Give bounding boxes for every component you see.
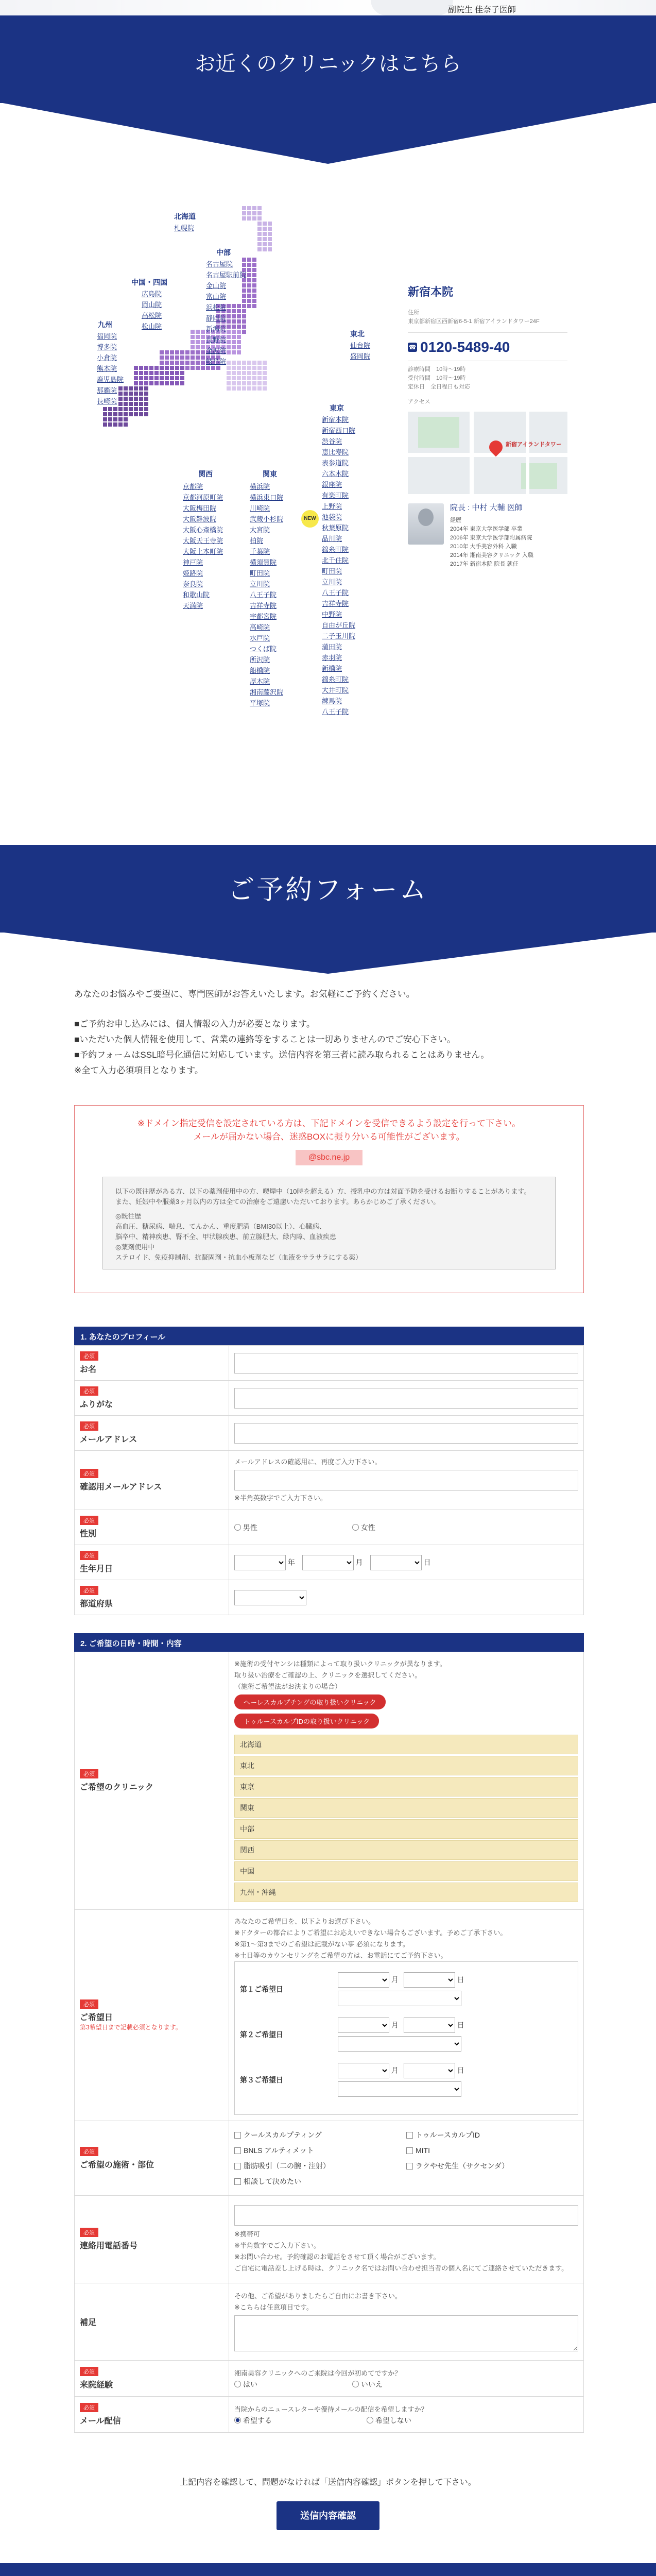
- required-badge: 必須: [80, 1516, 98, 1525]
- phone-input[interactable]: [234, 2205, 578, 2226]
- region-title-kanto: 関東: [263, 470, 277, 478]
- clinic-link[interactable]: 高崎院: [250, 623, 270, 631]
- clinic-link[interactable]: 大阪天王寺院: [183, 537, 223, 545]
- part-checkbox[interactable]: BNLS アルティメット: [234, 2145, 406, 2156]
- region-title-kyushu: 九州: [98, 320, 112, 329]
- clinic-link[interactable]: 名古屋駅前院: [206, 271, 247, 279]
- hq-access-label: アクセス: [408, 399, 430, 405]
- clinic-link[interactable]: 町田院: [322, 567, 342, 575]
- clinic-link[interactable]: 盛岡院: [350, 352, 371, 360]
- profile-table: 必須 お名 必須 ふりがな 必須 メールアドレス 必須 確認用メールアドレス メールアドレスの確認用に、再度ご入力下さい。 ※半角英数字でご入力下さい。 必須 性別 男性 女性 必須 生年月日 年 月 日 必須 都道府県: [74, 1345, 584, 1615]
- wish-day-select[interactable]: [404, 1972, 455, 1988]
- clinic-list-kyushu: [97, 331, 124, 406]
- region-option[interactable]: 東北: [234, 1756, 578, 1775]
- region-options: [234, 1735, 578, 1902]
- kana-input[interactable]: [234, 1388, 578, 1409]
- visit-no-radio[interactable]: いいえ: [352, 2379, 383, 2389]
- clinic-link[interactable]: 蒲田院: [322, 643, 342, 651]
- required-badge: 必須: [80, 1769, 98, 1778]
- director-line: 2010年 大手美容外科 入職: [450, 544, 517, 550]
- clinics-title: お近くのクリニックはこちら: [195, 52, 461, 75]
- clinic-link[interactable]: 湘南藤沢院: [250, 688, 284, 696]
- clinic-link[interactable]: 大阪梅田院: [183, 504, 217, 512]
- clinic-link[interactable]: 中野院: [322, 611, 342, 618]
- clinic-link[interactable]: 秋葉原院: [322, 524, 349, 532]
- part-checkbox[interactable]: MITI: [406, 2145, 578, 2156]
- clinic-list-tohoku: [350, 340, 370, 362]
- required-badge: 必須: [80, 1469, 98, 1478]
- clinics-heading-band: [0, 15, 656, 165]
- birth-year-select[interactable]: [234, 1555, 286, 1570]
- clinic-list-chugoku: [142, 289, 162, 332]
- clinic-link[interactable]: 恵比寿院: [322, 448, 349, 456]
- region-title-kansai: 関西: [198, 470, 213, 478]
- reserve-intro: [74, 987, 584, 1078]
- clinic-link[interactable]: 奈良院: [183, 580, 203, 588]
- email-confirm-label: 確認用メールアドレス: [80, 1482, 162, 1492]
- email-input[interactable]: [234, 1423, 578, 1444]
- clinic-link[interactable]: 柏院: [250, 537, 264, 545]
- wish-row: 第２ご希望日 月 日: [235, 2018, 578, 2052]
- clinic-link[interactable]: 京都院: [183, 483, 203, 490]
- director-photo: [408, 503, 444, 545]
- reserve-title: ご予約フォーム: [228, 876, 428, 905]
- wish-month-select[interactable]: [338, 2018, 389, 2033]
- clinic-link[interactable]: つくば院: [250, 645, 277, 653]
- region-title-tokyo: 東京: [330, 404, 344, 412]
- chevron-shape: [0, 15, 656, 165]
- director-name: 院長 : 中村 大輔 医師: [450, 503, 523, 512]
- map-label: 新宿アイランドタワー: [506, 442, 562, 448]
- pref-select[interactable]: [234, 1590, 306, 1605]
- footer: [0, 2563, 656, 2576]
- email-label: メールアドレス: [80, 1435, 137, 1444]
- pill-truesculpt[interactable]: トゥルースカルプIDの取り扱いクリニック: [234, 1714, 379, 1728]
- director-line: 2006年 東京大学医学部附属病院: [450, 535, 532, 541]
- notice-domain: @sbc.ne.jp: [296, 1150, 362, 1165]
- clinic-list-chubu: [206, 259, 246, 367]
- clinic-link[interactable]: 那覇院: [97, 386, 117, 394]
- required-badge: 必須: [80, 2147, 98, 2156]
- clinic-link[interactable]: 八王子院: [250, 591, 277, 599]
- hq-hours-0: 診療時間 10時〜19時: [408, 366, 466, 372]
- region-option[interactable]: 九州・沖縄: [234, 1883, 578, 1902]
- wish-label: 第１ご希望日: [240, 1985, 283, 1993]
- clinic-link[interactable]: 熊本院: [97, 365, 117, 372]
- part-checkbox[interactable]: 脂肪吸引（二の腕・注射）: [234, 2161, 406, 2171]
- clinic-link[interactable]: 新橋院: [322, 665, 342, 672]
- intro-line: あなたのお悩みやご要望に、専門医師がお答えいたします。お気軽にご予約ください。: [74, 989, 415, 999]
- birth-month-select[interactable]: [302, 1555, 354, 1570]
- clinic-link[interactable]: 浜松院: [206, 303, 227, 311]
- clinic-list-kansai: [183, 481, 223, 611]
- part-options: [234, 2130, 578, 2187]
- clinic-map-section: [0, 165, 656, 860]
- clinic-link[interactable]: 吉祥寺院: [322, 600, 349, 607]
- clinic-link[interactable]: 仙台院: [350, 342, 371, 349]
- clinic-link[interactable]: 新宿西口院: [322, 427, 356, 434]
- name-label: お名: [80, 1365, 97, 1374]
- clinic-link[interactable]: 武蔵小杉院: [250, 515, 284, 523]
- name-input[interactable]: [234, 1353, 578, 1374]
- clinic-link[interactable]: 宇都宮院: [250, 613, 277, 620]
- intro-line: ■ご予約お申し込みには、個人情報の入力が必要となります。: [74, 1019, 315, 1029]
- pref-label: 都道府県: [80, 1600, 113, 1608]
- region-title-chugoku: 中国・四国: [131, 278, 167, 286]
- wish-dates: [234, 1961, 578, 2115]
- clinic-link[interactable]: 岐阜院: [206, 358, 227, 365]
- region-option[interactable]: 北海道: [234, 1735, 578, 1754]
- wish-time-select[interactable]: [338, 2036, 461, 2052]
- doctor-banner: [0, 0, 656, 15]
- clinic-link[interactable]: 神戸院: [183, 558, 203, 566]
- clinic-link[interactable]: 八王子院: [322, 708, 349, 716]
- phone-icon: ☎: [408, 344, 417, 351]
- wish-month-select[interactable]: [338, 1972, 389, 1988]
- kana-label: ふりがな: [80, 1400, 113, 1409]
- clinic-link[interactable]: 千葉院: [250, 548, 270, 555]
- clinic-link[interactable]: 品川院: [322, 535, 342, 543]
- clinic-link[interactable]: 八王子院: [322, 589, 349, 597]
- required-badge: 必須: [80, 1586, 98, 1595]
- wish-label: 第３ご希望日: [240, 2075, 283, 2084]
- clinic-link[interactable]: 名古屋院: [206, 260, 233, 268]
- clinic-list-tokyo: [322, 414, 355, 717]
- director-line: 2017年 新宿本院 院長 就任: [450, 561, 519, 567]
- clinic-link[interactable]: 平塚院: [250, 699, 270, 707]
- footer-brand: [0, 2563, 656, 2576]
- doctor-photo: [371, 0, 453, 15]
- director-line: 2014年 湘南美容クリニック 入職: [450, 552, 533, 558]
- clinic-link[interactable]: 北千住院: [322, 556, 349, 564]
- clinic-label: ご希望のクリニック: [80, 1783, 154, 1792]
- clinic-link[interactable]: 大阪難波院: [183, 515, 217, 523]
- clinic-link[interactable]: 渋谷院: [322, 437, 342, 445]
- clinic-link[interactable]: 町田院: [250, 569, 270, 577]
- submit-button[interactable]: 送信内容確認: [277, 2501, 379, 2530]
- wish-row: 第１ご希望日 月 日: [235, 1972, 578, 2006]
- hq-name: 新宿本院: [408, 285, 454, 298]
- required-badge: 必須: [80, 1999, 98, 2009]
- clinic-link[interactable]: 広島院: [142, 290, 162, 298]
- part-checkbox[interactable]: 相談して決めたい: [234, 2176, 406, 2187]
- region-title-tohoku: 東北: [350, 330, 365, 338]
- intro-line: ■予約フォームはSSL暗号化通信に対応しています。送信内容を第三者に読み取られることはありません。: [74, 1050, 490, 1060]
- required-badge: 必須: [80, 2367, 98, 2376]
- birth-day-select[interactable]: [370, 1555, 422, 1570]
- hq-hours-1: 受付時間 10時〜19時: [408, 375, 466, 381]
- gender-female-radio[interactable]: 女性: [352, 1522, 375, 1533]
- clinic-link[interactable]: 吉祥寺院: [250, 602, 277, 609]
- director-block: [408, 503, 567, 569]
- mail-label: メール配信: [80, 2417, 121, 2426]
- hq-address-label: 住所: [408, 310, 419, 316]
- visit-yes-radio[interactable]: はい: [234, 2379, 257, 2389]
- notice-box: 以下の既往歴がある方、以下の薬剤使用中の方、喫煙中（10時を超える）方、授乳中の方は対面予防を受けるお断りすることがあります。 また、妊娠中や服薬3ヶ月以内の方は全ての治療をご遠慮いただいております。あらかじめご了承ください。 ◎既往歴 高血圧、糖尿病、喘息、てんかん、重度肥満（BMI30以上）、心臓病、 脳卒中、精神疾患、腎不全、甲状腺疾患、前立腺肥大、緑内障、血液疾患 ◎薬剤使用中 ステロイド、免疫抑制剤、抗凝固剤・抗血小板剤など（血液をサラサラにする薬）: [102, 1177, 556, 1269]
- clinic-link[interactable]: 上野院: [322, 502, 342, 510]
- clinic-link[interactable]: 大阪心斎橋院: [183, 526, 223, 534]
- region-title-chubu: 中部: [216, 248, 231, 257]
- clinic-link[interactable]: 自由が丘院: [322, 621, 356, 629]
- intro-line: ■いただいた個人情報を使用して、営業の連絡等をすることは一切ありませんのでご安心下さい。: [74, 1035, 456, 1044]
- clinic-link[interactable]: 練馬院: [322, 697, 342, 705]
- notice-text: ※ドメイン指定受信を設定されている方は、下記ドメインを受信できるよう設定を行って下さい。: [137, 1118, 521, 1128]
- hq-panel: [408, 283, 567, 569]
- wish-month-select[interactable]: [338, 2063, 389, 2078]
- clinic-link[interactable]: 横須賀院: [250, 558, 277, 566]
- clinic-link[interactable]: 高松院: [142, 312, 162, 319]
- required-badge: 必須: [80, 2228, 98, 2237]
- clinic-link[interactable]: 錦糸町院: [322, 675, 349, 683]
- clinic-link[interactable]: 松山院: [142, 323, 162, 330]
- mail-no-radio[interactable]: 希望しない: [367, 2415, 411, 2426]
- part-checkbox[interactable]: ラクやせ先生（サクセンダ）: [406, 2161, 578, 2171]
- domain-notice: [74, 1105, 584, 1293]
- clinic-link[interactable]: 金山院: [206, 282, 227, 290]
- clinic-link[interactable]: 新潟院: [206, 325, 227, 333]
- clinic-link[interactable]: 小倉院: [97, 354, 117, 362]
- clinic-link[interactable]: 大宮院: [250, 526, 270, 534]
- clinic-link[interactable]: 銀座院: [322, 481, 342, 488]
- clinic-link[interactable]: 岡山院: [142, 301, 162, 309]
- clinic-list-hokkaido: [174, 223, 194, 233]
- notice-text: メールが届かない場合、迷惑BOXに振り分いる可能性がございます。: [193, 1132, 465, 1142]
- section-schedule-header: 2. ご希望の日時・時間・内容: [74, 1633, 584, 1652]
- date-label: ご希望日: [80, 2013, 113, 2022]
- clinic-link[interactable]: 有楽町院: [322, 492, 349, 499]
- region-option[interactable]: 東京: [234, 1777, 578, 1797]
- clinic-link[interactable]: 新宿本院: [322, 416, 349, 423]
- required-badge: 必須: [80, 1551, 98, 1560]
- clinic-link[interactable]: 立川院: [322, 578, 342, 586]
- clinic-link[interactable]: 赤羽院: [322, 654, 342, 662]
- clinic-link[interactable]: 静岡院: [206, 314, 227, 322]
- required-badge: 必須: [80, 1351, 98, 1361]
- wish-day-select[interactable]: [404, 2018, 455, 2033]
- clinic-link[interactable]: 表参道院: [322, 459, 349, 467]
- clinic-link[interactable]: 立川院: [250, 580, 270, 588]
- director-line: 2004年 東京大学医学部 卒業: [450, 526, 523, 532]
- part-label: ご希望の施術・部位: [80, 2160, 154, 2170]
- part-checkbox[interactable]: クールスカルプティング: [234, 2130, 406, 2140]
- clinic-link[interactable]: 二子玉川院: [322, 632, 356, 640]
- wish-time-select[interactable]: [338, 1991, 461, 2006]
- clinic-link[interactable]: 船橋院: [250, 667, 270, 674]
- region-option[interactable]: 中部: [234, 1819, 578, 1839]
- clinic-link[interactable]: 錦糸町院: [322, 546, 349, 553]
- hq-hours-2: 定休日 全日程日も対応: [408, 384, 470, 390]
- clinic-link[interactable]: 博多院: [97, 343, 117, 351]
- wish-day-select[interactable]: [404, 2063, 455, 2078]
- region-option[interactable]: 関西: [234, 1840, 578, 1860]
- wish-label: 第２ご希望日: [240, 2030, 283, 2039]
- clinic-link[interactable]: 池袋院: [322, 513, 342, 521]
- clinic-list-kanto: [250, 481, 283, 708]
- clinic-link[interactable]: 姫路院: [183, 569, 203, 577]
- wish-row: 第３ご希望日 月 日: [235, 2063, 578, 2097]
- region-title-hokkaido: 北海道: [174, 212, 196, 221]
- clinic-link[interactable]: 福岡院: [97, 332, 117, 340]
- doctor-name: 副院生 佳奈子医師: [448, 6, 516, 14]
- clinic-link[interactable]: 天満院: [183, 602, 203, 609]
- gender-label: 性別: [80, 1530, 97, 1538]
- email-confirm-input[interactable]: [234, 1470, 578, 1490]
- clinic-link[interactable]: 横浜東口院: [250, 494, 284, 501]
- clinic-link[interactable]: 所沢院: [250, 656, 270, 664]
- wish-time-select[interactable]: [338, 2081, 461, 2097]
- clinic-link[interactable]: 大阪上本町院: [183, 548, 223, 555]
- region-option[interactable]: 関東: [234, 1798, 578, 1818]
- pill-coolsculpting[interactable]: ヘーレスカルプチングの取り扱いクリニック: [234, 1694, 386, 1709]
- clinic-link[interactable]: 和歌山院: [183, 591, 210, 599]
- hq-map[interactable]: [408, 412, 567, 494]
- clinic-link[interactable]: 横浜院: [250, 483, 270, 490]
- hq-address: 東京都新宿区西新宿6-5-1 新宿アイランドタワー24F: [408, 318, 540, 325]
- visit-label: 来院経験: [80, 2381, 113, 2389]
- clinic-link[interactable]: 大井町院: [322, 686, 349, 694]
- intro-line: ※全て入力必須項目となります。: [74, 1065, 203, 1075]
- required-badge: 必須: [80, 1421, 98, 1431]
- required-badge: 必須: [80, 2403, 98, 2412]
- hq-tel-number[interactable]: 0120-5489-40: [420, 339, 510, 355]
- clinic-link[interactable]: 六本木院: [322, 470, 349, 478]
- required-badge: 必須: [80, 1386, 98, 1396]
- clinic-link[interactable]: 金沢院: [206, 347, 227, 354]
- birth-label: 生年月日: [80, 1565, 113, 1573]
- remark-label: 補足: [80, 2318, 97, 2327]
- clinic-link[interactable]: 札幌院: [174, 224, 195, 232]
- phone-label: 連絡用電話番号: [80, 2242, 138, 2250]
- gender-male-radio[interactable]: 男性: [234, 1522, 257, 1533]
- clinic-link[interactable]: 富山院: [206, 293, 227, 300]
- mail-yes-radio[interactable]: 希望する: [234, 2415, 272, 2426]
- date-sub: 第3希望日まで記載必須となります。: [80, 2023, 182, 2031]
- schedule-table: 必須 ご希望のクリニック ※施術の受付ヤンシは種類によって取り扱いクリニックが異なります。 取り扱い治療をご確認の上、クリニックを選択してください。 （施術ご希望法がお決まりの場合） ヘーレスカルプチングの取り扱いクリニック トゥルースカルプIDの取り扱いクリニック 北海道 東北 東京 関東 中部 関西 中国 九州・沖縄 必須 ご希望日 第3希望日まで記載必須となります。 あなたのご希望日を、以下よりお選び下さい。 ※ドクターの都合によりご希望にお応えいできない場合もございます。予めご了承下さい。 ※第1〜第3までのご希望は記載がない事 必須になります。 ※土日等のカウンセリングをご希望の方は、お電話にてご予約下さい。 第１ご希望日 月 日 第２ご希望日 月 日 第３ご希望日 月 日 必須 ご希望の施術・部位 クールスカルプティング トゥルースカルプID BNLS アルティメット MITI 脂肪吸引（二の腕・注射） ラクやせ先生（サクセンダ） 相談して決めたい 必須 連絡用電話番号 ※携帯可 ※半角数字でご入力下さい。 ※お問い合わせ。予約確認のお電話をさせて頂く場合がございます。 ご自宅に電話差し上げる時は、クリニック名ではお問い合わせ担当者の個人名にてご連絡させていただきます。 補足 その他、ご希望がありましたらご自由にお書き下さい。 ※こちらは任意項目です。 必須 来院経験 湘南美容クリニックへのご来院は今回が初めてですか？ はい いいえ 必須 メール配信 当院からのニュースレターや優待メールの配信を希望しますか？ 希望する 希望しない: [74, 1652, 584, 2433]
- section-profile-header: 1. あなたのプロフィール: [74, 1327, 584, 1345]
- region-option[interactable]: 中国: [234, 1861, 578, 1881]
- clinic-link[interactable]: 長野院: [206, 336, 227, 344]
- clinic-link[interactable]: 長崎院: [97, 397, 117, 405]
- part-checkbox[interactable]: トゥルースカルプID: [406, 2130, 578, 2140]
- clinic-link[interactable]: 川崎院: [250, 504, 270, 512]
- submit-note: 上記内容を確認して、問題がなければ「送信内容確認」ボタンを押して下さい。: [180, 2478, 476, 2487]
- director-line: 経歴: [450, 517, 461, 523]
- new-badge: NEW: [301, 510, 319, 528]
- hq-tel[interactable]: [408, 339, 567, 355]
- remark-textarea[interactable]: [234, 2315, 578, 2351]
- clinic-link[interactable]: 厚木院: [250, 677, 270, 685]
- clinic-link[interactable]: 京都河原町院: [183, 494, 223, 501]
- clinic-link[interactable]: 鹿児島院: [97, 376, 124, 383]
- clinic-link[interactable]: 水戸院: [250, 634, 270, 642]
